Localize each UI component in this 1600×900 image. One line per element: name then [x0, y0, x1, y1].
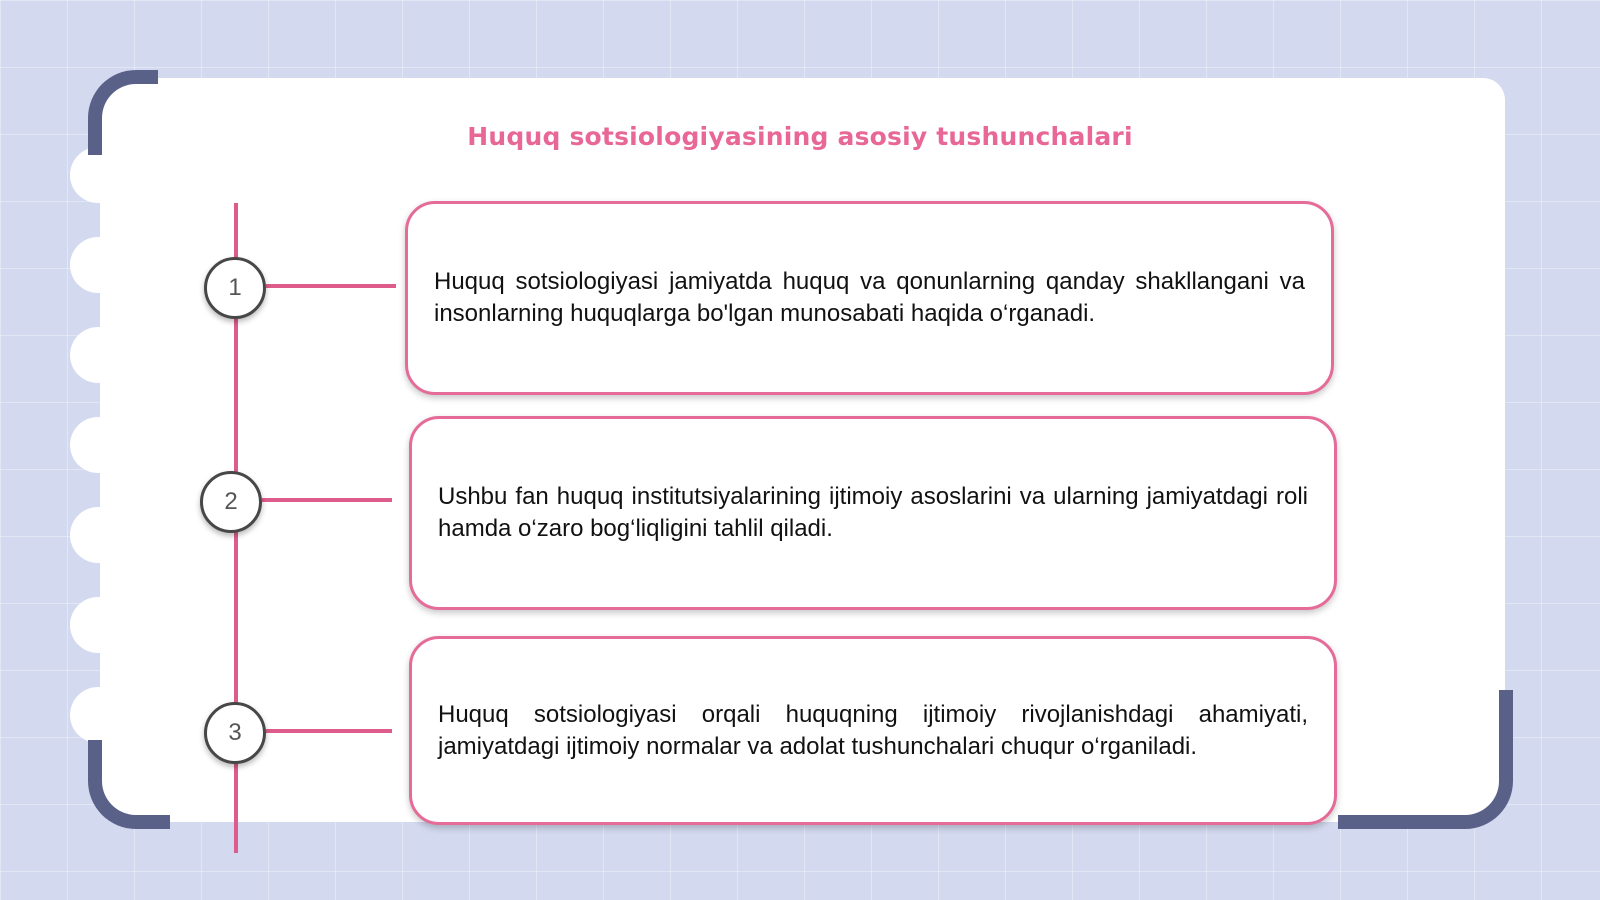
sheet-edge-bump [70, 417, 126, 473]
connector-line-3 [266, 729, 392, 733]
connector-line-2 [262, 498, 392, 502]
step-text-3: Huquq sotsiologiyasi orqali huquqning ijtimoiy rivojlanishdagi ahamiyati, jamiyatdagi ijtimoiy normalar va adolat tushunchalari chuqur o‘rganiladi. [438, 700, 1308, 760]
step-number-badge-3: 3 [204, 702, 266, 764]
frame-corner-top-left [88, 70, 158, 155]
sheet-edge-bump [70, 687, 126, 743]
sheet-edge-bump [70, 507, 126, 563]
connector-line-1 [266, 284, 396, 288]
frame-corner-bottom-right [1338, 690, 1513, 829]
step-card-2 [409, 416, 1337, 610]
step-text-2: Ushbu fan huquq institutsiyalarining ijtimoiy asoslarini va ularning jamiyatdagi roli hamda o‘zaro bog‘liqligini tahlil qiladi. [438, 483, 1308, 542]
step-card-1 [405, 201, 1334, 395]
frame-corner-bottom-left [88, 740, 170, 829]
step-text-1: Huquq sotsiologiyasi jamiyatda huquq va qonunlarning qanday shakllangani va insonlarning huquqlarga bo'lgan munosabati haqida o‘rganadi. [434, 268, 1305, 327]
step-card-3 [409, 636, 1337, 825]
sheet-edge-bump [70, 597, 126, 653]
sheet-edge-bump [70, 237, 126, 293]
step-number-badge-2: 2 [200, 471, 262, 533]
sheet-edge-bump [70, 327, 126, 383]
page-title: Huquq sotsiologiyasining asosiy tushunchalari [467, 122, 1133, 151]
sheet-edge-bump [70, 147, 126, 203]
step-number-badge-1: 1 [204, 257, 266, 319]
